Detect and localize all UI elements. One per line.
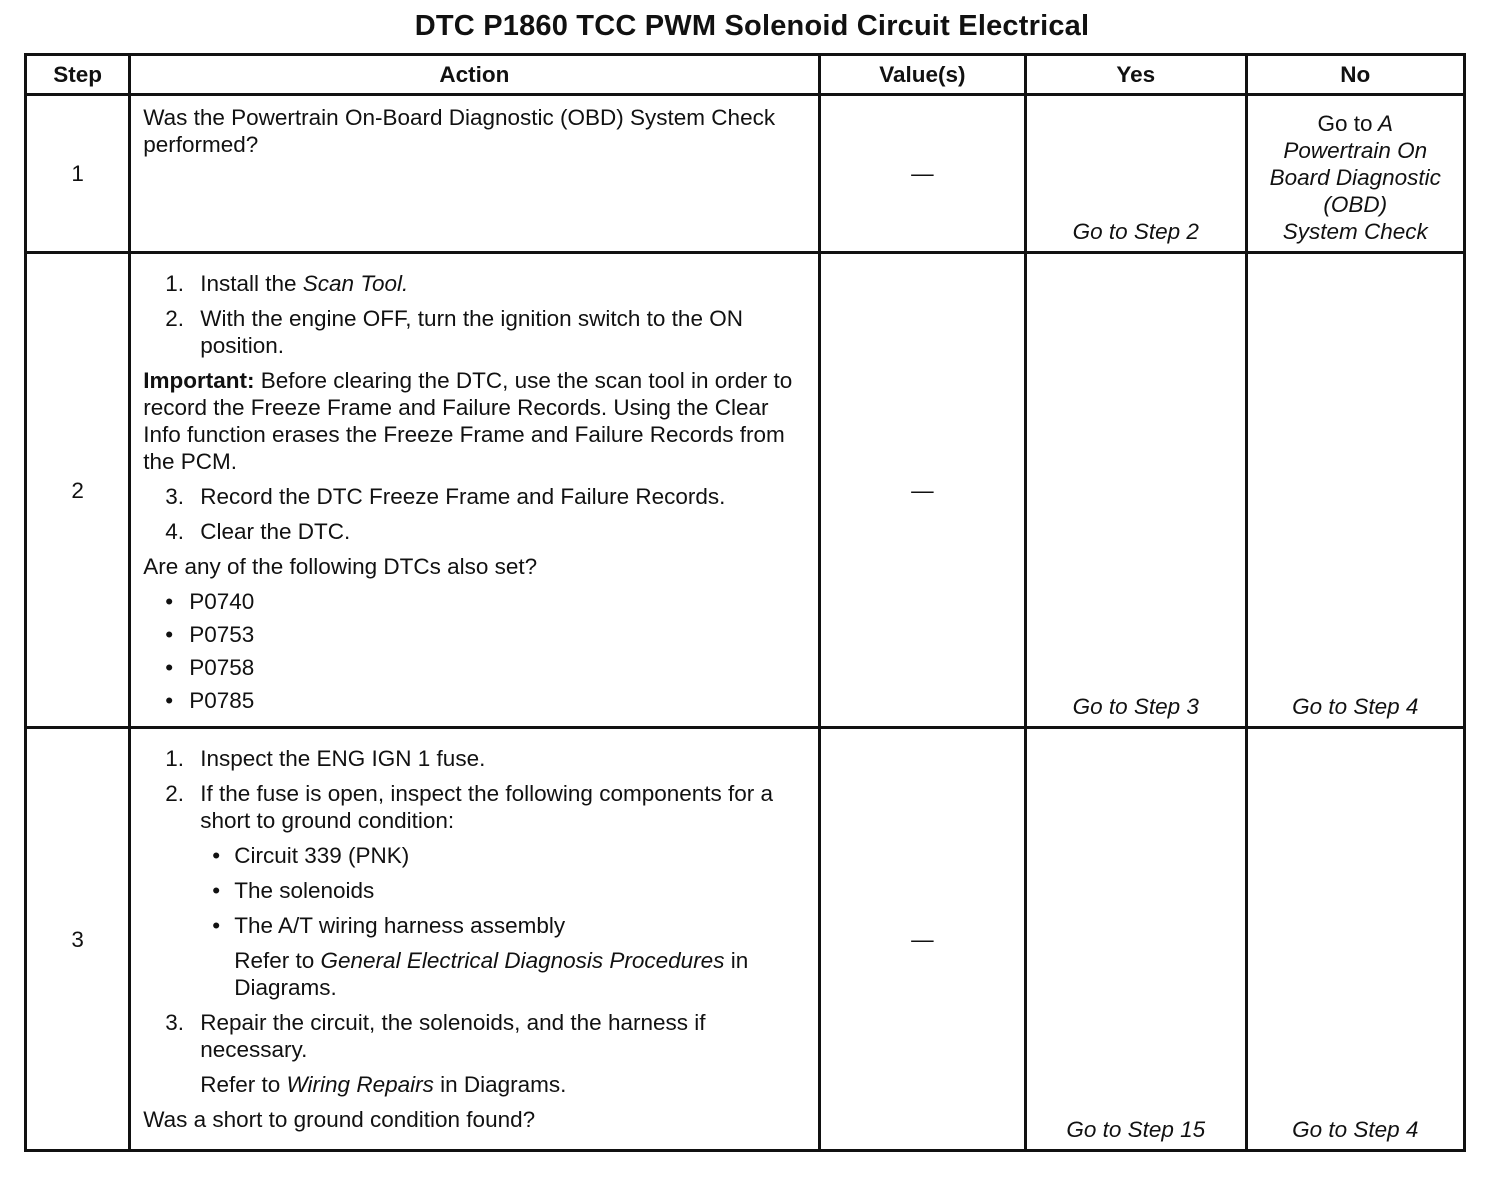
- action-cell: [130, 253, 819, 728]
- item-text: Clear the DTC.: [200, 519, 351, 544]
- yes-cell: [1026, 95, 1246, 253]
- header-action: Action: [130, 55, 819, 95]
- bullet: •: [165, 688, 174, 713]
- dtc-list-item: [143, 621, 807, 648]
- value-cell: —: [819, 253, 1025, 728]
- important-note: [143, 367, 807, 475]
- bullet: •: [212, 843, 221, 868]
- no-italic-3: Board Diagnostic: [1269, 165, 1441, 190]
- no-cell: [1246, 728, 1465, 1151]
- refer-note: [143, 947, 807, 1001]
- bullet: •: [165, 622, 174, 647]
- no-cell: [1246, 253, 1465, 728]
- yes-cell: [1026, 253, 1246, 728]
- refer-link[interactable]: General Electrical Diagnosis Procedures: [320, 948, 725, 973]
- item-number: 3.: [165, 1010, 184, 1035]
- table-row: [26, 95, 1465, 253]
- component-text: Circuit 339 (PNK): [234, 843, 410, 868]
- item-number: 2.: [165, 781, 184, 806]
- no-link[interactable]: [1252, 110, 1460, 245]
- header-values: Value(s): [819, 55, 1025, 95]
- no-link[interactable]: Go to Step 4: [1292, 694, 1419, 719]
- refer-suffix: in Diagrams.: [440, 1072, 567, 1097]
- diagnostic-table: [24, 53, 1466, 1152]
- numbered-item: [143, 305, 807, 359]
- dtc-code: P0753: [189, 622, 255, 647]
- component-item: [143, 912, 807, 939]
- page-title: DTC P1860 TCC PWM Solenoid Circuit Electrical: [414, 10, 1090, 42]
- numbered-item: [143, 518, 807, 545]
- numbered-item: [143, 270, 807, 297]
- dtc-code: P0758: [189, 655, 255, 680]
- action-cell: [130, 728, 819, 1151]
- item-number: 1.: [165, 746, 184, 771]
- header-no: No: [1246, 55, 1465, 95]
- no-prefix: Go to: [1317, 111, 1373, 136]
- item-text: Repair the circuit, the solenoids, and the harness if necessary.: [200, 1010, 706, 1062]
- action-cell: [130, 95, 819, 253]
- step-question: Was a short to ground condition found?: [143, 1107, 536, 1132]
- component-item: [143, 877, 807, 904]
- yes-link[interactable]: Go to Step 2: [1072, 219, 1199, 244]
- numbered-item: [143, 483, 807, 510]
- value-cell: —: [819, 728, 1025, 1151]
- step-question: Are any of the following DTCs also set?: [143, 554, 538, 579]
- bullet: •: [165, 655, 174, 680]
- refer-note: [143, 1071, 807, 1098]
- numbered-item: [143, 780, 807, 834]
- item-text: If the fuse is open, inspect the following components for a short to ground condition:: [200, 781, 774, 833]
- bullet: •: [165, 589, 174, 614]
- table-row: [26, 728, 1465, 1151]
- item-text: Inspect the ENG IGN 1 fuse.: [200, 746, 486, 771]
- yes-link[interactable]: Go to Step 3: [1072, 694, 1199, 719]
- dtc-list-item: [143, 588, 807, 615]
- item-text: Install the: [200, 271, 297, 296]
- refer-suffix: in Diagrams.: [234, 948, 749, 1000]
- item-number: 4.: [165, 519, 184, 544]
- component-text: The solenoids: [234, 878, 375, 903]
- dtc-code: P0785: [189, 688, 255, 713]
- no-italic-4: (OBD): [1323, 192, 1388, 217]
- step-number: 3: [26, 728, 130, 1151]
- no-italic-2: Powertrain On: [1283, 138, 1428, 163]
- dtc-code: P0740: [189, 589, 255, 614]
- refer-prefix: Refer to: [234, 948, 315, 973]
- step-question: Was the Powertrain On-Board Diagnostic (OBD) System Check performed?: [143, 105, 776, 157]
- important-text: Before clearing the DTC, use the scan tool in order to record the Freeze Frame and Failure Records. Using the Clear Info function erases the Freeze Frame and Failure Records from the PCM.: [143, 368, 793, 474]
- item-italic: Scan Tool.: [302, 271, 409, 296]
- refer-prefix: Refer to: [200, 1072, 281, 1097]
- step-number: 1: [26, 95, 130, 253]
- table-row: [26, 253, 1465, 728]
- important-label: Important:: [143, 368, 255, 393]
- item-number: 2.: [165, 306, 184, 331]
- header-yes: Yes: [1026, 55, 1246, 95]
- item-text: Record the DTC Freeze Frame and Failure Records.: [200, 484, 726, 509]
- item-text: With the engine OFF, turn the ignition switch to the ON position.: [200, 306, 743, 358]
- table-header-row: [26, 55, 1465, 95]
- yes-link[interactable]: Go to Step 15: [1066, 1117, 1206, 1142]
- step-number: 2: [26, 253, 130, 728]
- dtc-list-item: [143, 654, 807, 681]
- item-number: 3.: [165, 484, 184, 509]
- bullet: •: [212, 913, 221, 938]
- yes-cell: [1026, 728, 1246, 1151]
- no-italic-5: System Check: [1282, 219, 1428, 244]
- no-italic-1: A: [1377, 111, 1393, 136]
- item-number: 1.: [165, 271, 184, 296]
- component-item: [143, 842, 807, 869]
- numbered-item: [143, 745, 807, 772]
- refer-link[interactable]: Wiring Repairs: [286, 1072, 434, 1097]
- numbered-item: [143, 1009, 807, 1063]
- component-text: The A/T wiring harness assembly: [234, 913, 566, 938]
- no-cell: [1246, 95, 1465, 253]
- header-step: Step: [26, 55, 130, 95]
- no-link[interactable]: Go to Step 4: [1292, 1117, 1419, 1142]
- bullet: •: [212, 878, 221, 903]
- dtc-list-item: [143, 687, 807, 714]
- value-cell: —: [819, 95, 1025, 253]
